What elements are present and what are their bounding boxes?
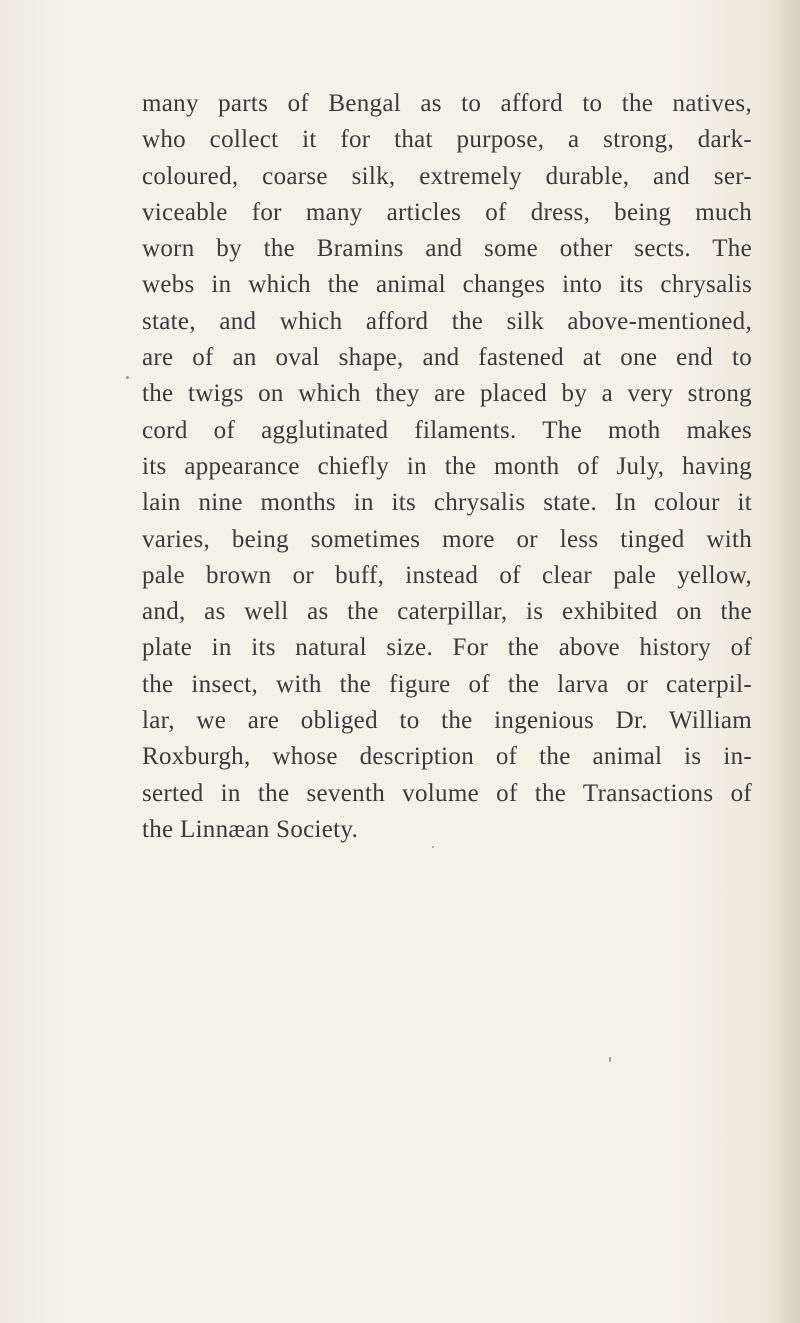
text-line: the Linnæan Society. (142, 815, 359, 843)
body-text (142, 86, 752, 848)
text-line: lar, we are obliged to the ingenious Dr. William (142, 707, 752, 735)
text-line: are of an oval shape, and fastened at one end to (142, 344, 752, 372)
text-line: serted in the seventh volume of the Transactions of (142, 779, 752, 807)
paper-speck (126, 376, 129, 379)
text-line: its appearance chiefly in the month of July, having (142, 452, 752, 480)
page-edge-shadow (770, 0, 800, 1323)
paper-speck (432, 846, 434, 848)
text-line: and, as well as the caterpillar, is exhibited on the (142, 598, 752, 626)
text-line: state, and which afford the silk above-mentioned, (142, 307, 752, 335)
text-line: webs in which the animal changes into its chrysalis (142, 271, 752, 299)
text-line: cord of agglutinated filaments. The moth makes (142, 416, 752, 444)
text-line: lain nine months in its chrysalis state. In colour it (142, 489, 752, 517)
text-line: pale brown or buff, instead of clear pale yellow, (142, 561, 752, 589)
text-line: viceable for many articles of dress, being much (142, 198, 752, 226)
text-line: the twigs on which they are placed by a very strong (142, 380, 752, 408)
paper-speck (609, 1057, 611, 1062)
text-line: varies, being sometimes more or less tinged with (142, 525, 752, 553)
text-line: plate in its natural size. For the above history of (142, 634, 752, 662)
text-line: Roxburgh, whose description of the animal is in- (142, 743, 752, 771)
text-line: many parts of Bengal as to afford to the natives, (142, 90, 752, 117)
text-line: worn by the Bramins and some other sects. The (142, 235, 752, 263)
text-line: coloured, coarse silk, extremely durable, and ser- (142, 162, 752, 190)
text-line: the insect, with the figure of the larva or caterpil- (142, 670, 752, 698)
text-line: who collect it for that purpose, a strong, dark- (142, 126, 752, 154)
